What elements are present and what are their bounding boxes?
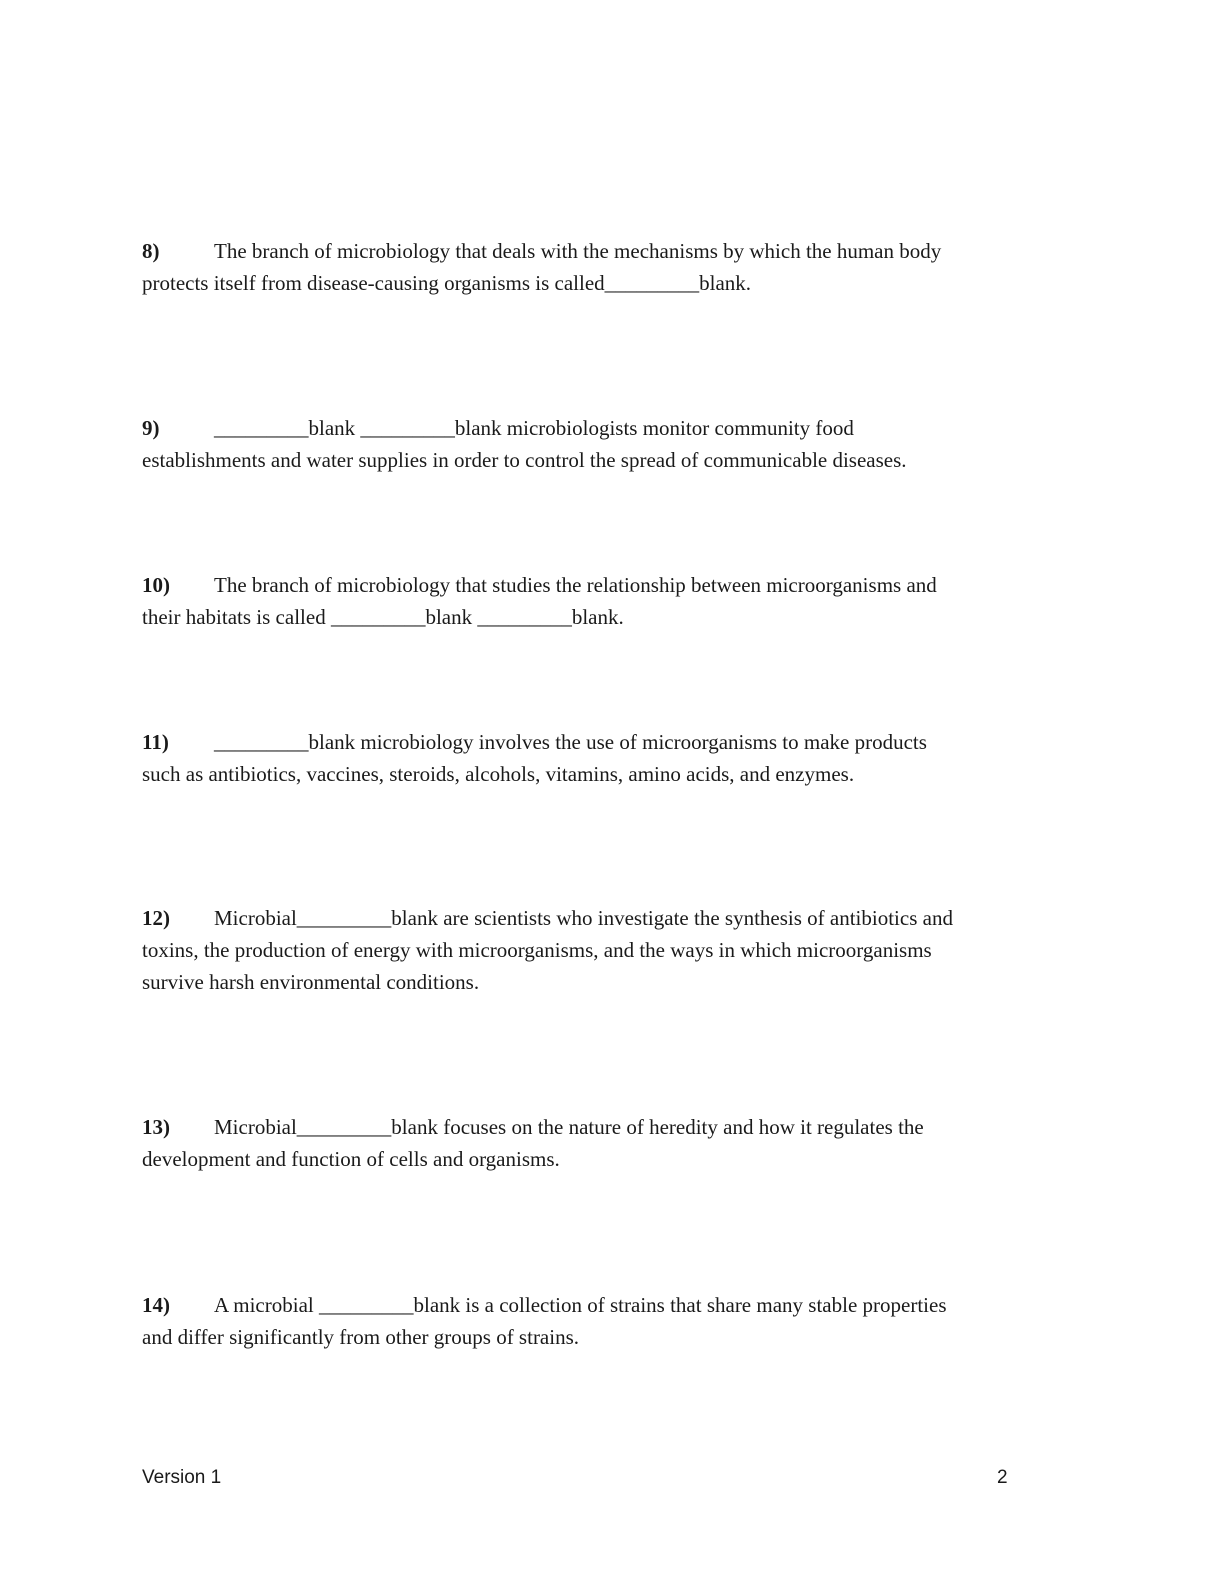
question-line — [142, 902, 1067, 934]
question-line — [142, 412, 1067, 444]
question-number: 10) — [142, 573, 170, 597]
question-line: development and function of cells and organisms. — [142, 1147, 560, 1171]
question-number: 9) — [142, 416, 160, 440]
question-text: Microbial_________blank are scientists who investigate the synthesis of antibiotics and — [214, 906, 953, 930]
question-number: 11) — [142, 730, 169, 754]
question-13 — [142, 1111, 1067, 1175]
question-line: toxins, the production of energy with microorganisms, and the ways in which microorganisms — [142, 938, 932, 962]
question-11 — [142, 726, 1067, 790]
question-10 — [142, 569, 1067, 633]
question-line: such as antibiotics, vaccines, steroids, alcohols, vitamins, amino acids, and enzymes. — [142, 762, 855, 786]
footer-page-number: 2 — [997, 1467, 1008, 1488]
question-text: The branch of microbiology that studies the relationship between microorganisms and — [214, 573, 937, 597]
question-number: 14) — [142, 1293, 170, 1317]
question-line: their habitats is called _________blank _________blank. — [142, 605, 624, 629]
question-line — [142, 726, 1067, 758]
question-line: protects itself from disease-causing organisms is called_________blank. — [142, 271, 752, 295]
question-text: Microbial_________blank focuses on the nature of heredity and how it regulates the — [214, 1115, 924, 1139]
question-number: 8) — [142, 239, 160, 263]
footer-version: Version 1 — [142, 1467, 222, 1488]
question-line: survive harsh environmental conditions. — [142, 970, 480, 994]
question-8 — [142, 235, 1067, 299]
question-line: and differ significantly from other groups of strains. — [142, 1325, 580, 1349]
question-line — [142, 569, 1067, 601]
question-text: _________blank microbiology involves the use of microorganisms to make products — [214, 730, 927, 754]
question-text: The branch of microbiology that deals with the mechanisms by which the human body — [214, 239, 942, 263]
question-line: establishments and water supplies in order to control the spread of communicable diseases. — [142, 448, 907, 472]
question-text: _________blank _________blank microbiologists monitor community food — [214, 416, 854, 440]
question-text: A microbial _________blank is a collection of strains that share many stable properties — [214, 1293, 947, 1317]
question-number: 12) — [142, 906, 170, 930]
question-14 — [142, 1289, 1067, 1353]
question-line — [142, 1289, 1067, 1321]
question-9 — [142, 412, 1067, 476]
question-12 — [142, 902, 1067, 998]
question-line — [142, 235, 1067, 267]
question-number: 13) — [142, 1115, 170, 1139]
question-line — [142, 1111, 1067, 1143]
